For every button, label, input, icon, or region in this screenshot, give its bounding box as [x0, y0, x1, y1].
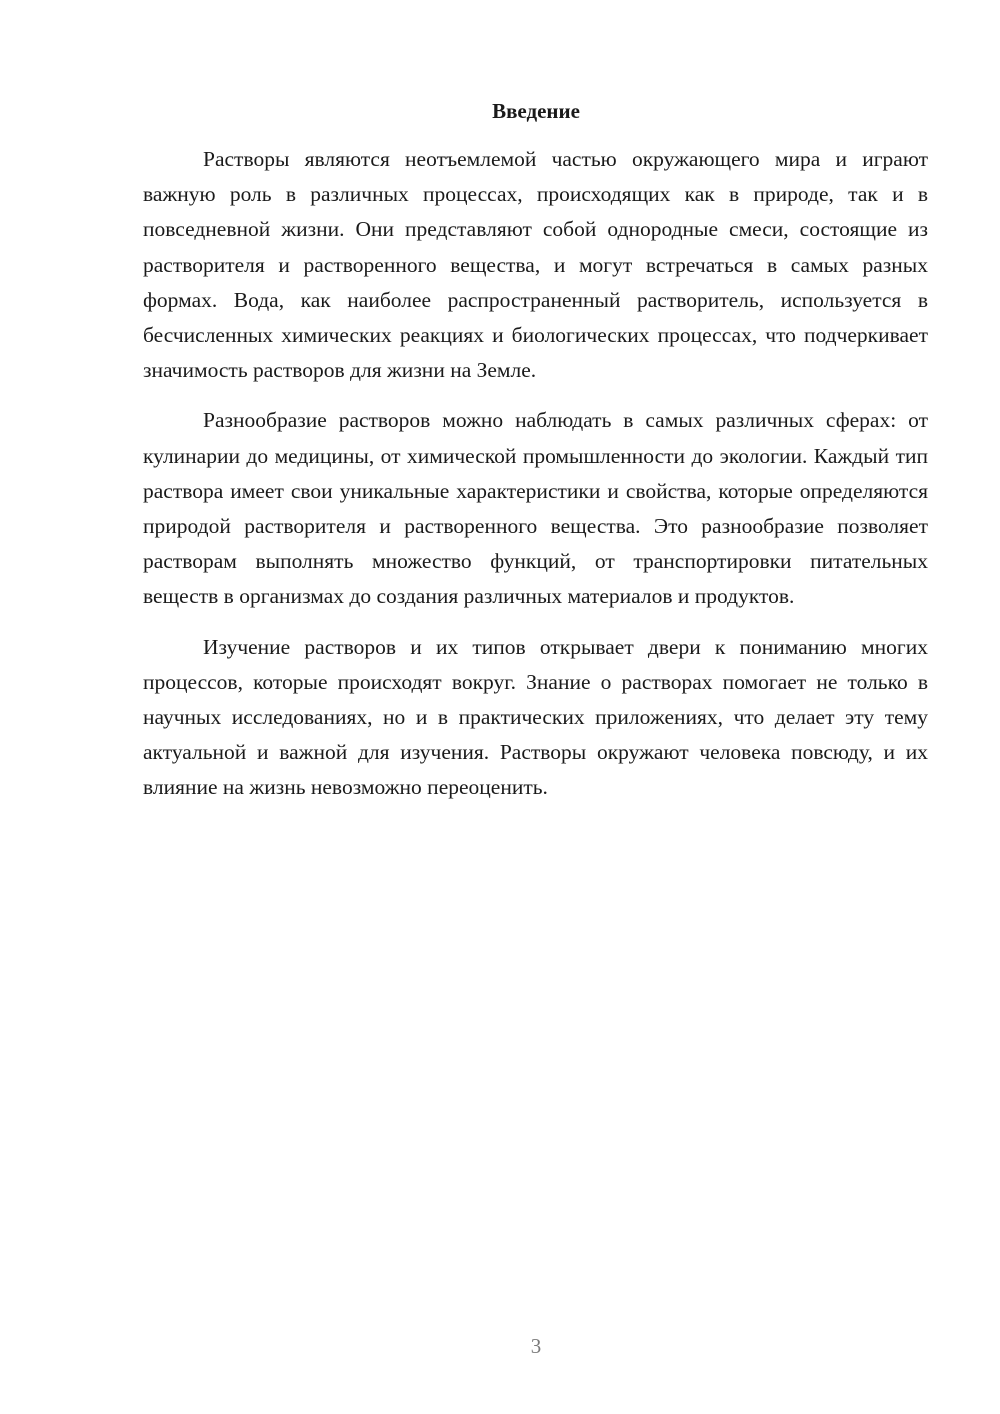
paragraph-1: Растворы являются неотъемлемой частью окружающего мира и играют важную роль в различных процессах, происходящих как в природе, так и в повседневной жизни. Они представляют собой однородные смеси, состоящие из растворителя и растворенного вещества, и могут встречаться в самых разных формах. Вода, как наиболее распространенный растворитель, используется в бесчисленных химических реакциях и биологических процессах, что подчеркивает значимость растворов для жизни на Земле. — [143, 147, 928, 383]
paragraph-3: Изучение растворов и их типов открывает двери к пониманию многих процессов, которые происходят вокруг. Знание о растворах помогает не только в научных исследованиях, но и в практических приложениях, что делает эту тему актуальной и важной для изучения. Растворы окружают человека повсюду, и их влияние на жизнь невозможно переоценить. — [143, 634, 928, 800]
page-number: 3 — [530, 1334, 542, 1358]
paragraph-2: Разнообразие растворов можно наблюдать в самых различных сферах: от кулинарии до медицины, от химической промышленности до экологии. Каждый тип раствора имеет свои уникальные характеристики и свойства, которые определяются природой растворителя и растворенного вещества. Это разнообразие позволяет растворам выполнять множество функций, от транспортировки питательных веществ в организмах до создания различных материалов и продуктов. — [143, 408, 928, 609]
body-text — [143, 142, 928, 821]
section-heading: Введение — [492, 99, 580, 123]
